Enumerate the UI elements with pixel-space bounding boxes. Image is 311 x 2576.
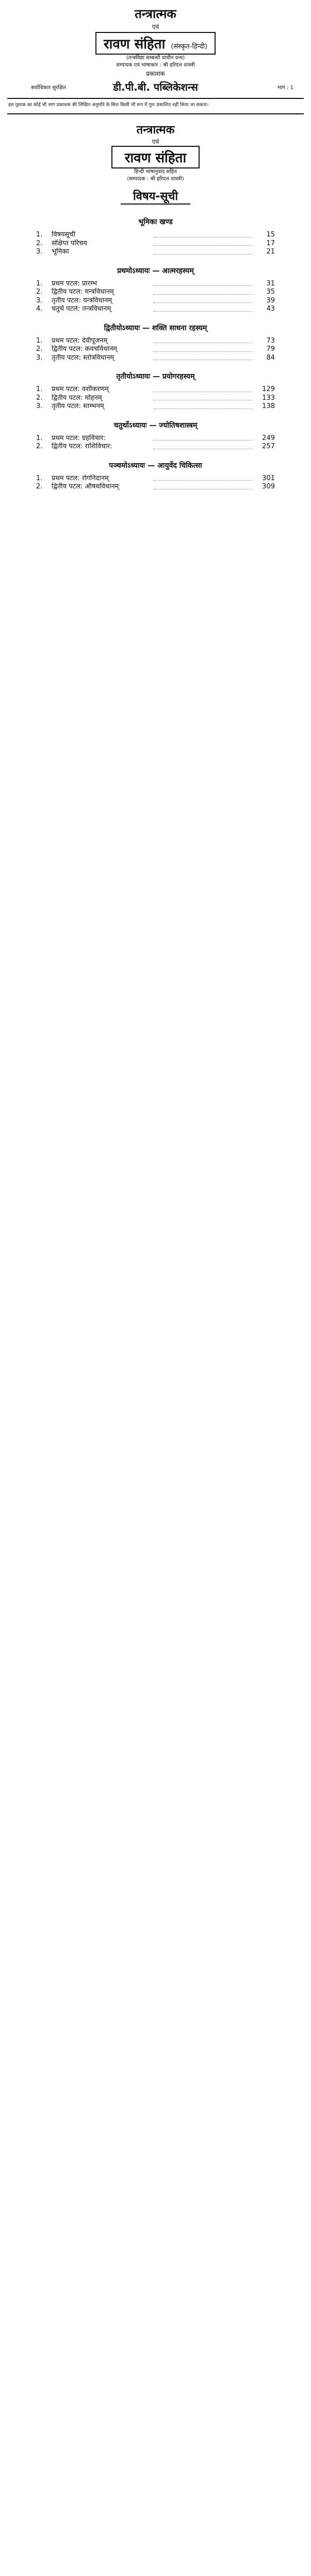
toc-number: 1. xyxy=(36,385,43,393)
toc-page: 73 xyxy=(266,336,275,345)
toc-page: 15 xyxy=(266,231,275,239)
subtitle-line2: सम्पादक एवं भाषाकार : श्री हरिदत्त शास्त्री xyxy=(116,62,195,68)
toc-page: 257 xyxy=(262,443,275,450)
leader-dots xyxy=(153,337,253,344)
toc-page: 79 xyxy=(266,345,275,353)
toc-number: 1. xyxy=(36,434,43,442)
toc-row xyxy=(36,443,275,451)
toc-label: संक्षिप्त परिचय xyxy=(52,239,87,247)
toc-label: विषयसूची xyxy=(52,231,76,239)
leader-dots xyxy=(153,231,253,238)
section-heading: भूमिका खण्ड xyxy=(138,218,173,226)
toc-label: भूमिका xyxy=(52,248,69,256)
inner-title-main: तन्त्रात्मक xyxy=(136,124,175,137)
section-heading: तृतीयोऽध्यायः — प्रयोगरहस्यम् xyxy=(116,372,195,381)
toc-page: 133 xyxy=(262,394,275,402)
leader-dots xyxy=(153,354,253,361)
top-title: तन्त्रात्मक xyxy=(135,7,176,21)
toc-page: 31 xyxy=(266,279,275,287)
toc-page: 309 xyxy=(262,483,275,490)
leader-dots xyxy=(153,240,253,246)
toc-row xyxy=(36,434,275,443)
title-header xyxy=(0,0,311,96)
toc-page: 249 xyxy=(262,434,275,442)
leader-dots xyxy=(153,288,253,295)
toc-row xyxy=(36,483,275,492)
banner-tag: (संस्कृत-हिन्दी) xyxy=(171,43,208,50)
inner-title xyxy=(0,116,311,183)
leader-dots xyxy=(153,280,253,286)
inner-title-sub: एवं xyxy=(152,138,159,145)
toc-label: द्वितीय पटल: कवचविधानम् xyxy=(52,345,117,353)
inner-line1: हिन्दी भाषानुवाद सहित xyxy=(134,169,177,175)
toc-page: 84 xyxy=(266,353,275,362)
divider xyxy=(7,98,304,99)
right-note: भाग : 1 xyxy=(277,84,293,91)
toc-number: 2. xyxy=(36,394,43,402)
toc-page: 138 xyxy=(262,402,275,410)
toc-row xyxy=(36,402,275,411)
toc-label: तृतीय पटल: यन्त्रविधानम् xyxy=(52,296,112,304)
toc-heading-text: विषय-सूची xyxy=(121,188,190,205)
toc-row xyxy=(36,240,275,248)
toc-page: 17 xyxy=(266,239,275,247)
leader-dots xyxy=(153,305,253,312)
toc-label: चतुर्थ पटल: तन्त्रविधानम् xyxy=(52,305,111,313)
toc-page: 21 xyxy=(266,248,275,256)
section-heading: प्रथमोऽध्यायः — आत्मरहस्यम् xyxy=(117,266,194,275)
toc-number: 2. xyxy=(36,483,43,490)
legal-text: इस पुस्तक का कोई भी भाग प्रकाशक की लिखित अनुमति के बिना किसी भी रूप में पुनः प्रकाशित नहीं किया जा सकता। xyxy=(8,103,209,108)
toc-label: द्वितीय पटल: औषधविधानम् xyxy=(52,483,119,490)
toc-row xyxy=(36,345,275,354)
toc-heading xyxy=(0,188,311,205)
toc-number: 3. xyxy=(36,296,43,304)
toc-label: प्रथम पटल: वशीकरणम् xyxy=(52,385,109,393)
toc-number: 2. xyxy=(36,239,43,247)
leader-dots xyxy=(153,297,253,303)
publisher-row xyxy=(0,78,311,96)
leader-dots xyxy=(153,345,253,352)
toc-number: 1. xyxy=(36,279,43,287)
publisher-name: डी.पी.बी. पब्लिकेशन्स xyxy=(113,81,198,93)
leader-dots xyxy=(153,434,253,441)
leader-dots xyxy=(153,394,253,401)
top-sub: एवं xyxy=(152,23,159,30)
toc-label: प्रथम पटल: प्रारम्भ xyxy=(52,279,97,287)
toc-row xyxy=(36,288,275,297)
toc-row xyxy=(36,305,275,314)
leader-dots xyxy=(153,385,253,392)
toc-page: 35 xyxy=(266,288,275,296)
toc-row xyxy=(36,280,275,289)
banner-title: रावण संहिता xyxy=(103,37,166,52)
toc-page: 129 xyxy=(262,385,275,393)
toc-number: 1. xyxy=(36,336,43,345)
toc-label: द्वितीय पटल: मोहनम् xyxy=(52,394,102,402)
leader-dots xyxy=(153,474,253,481)
toc-row xyxy=(36,337,275,346)
divider xyxy=(7,113,304,114)
toc-row xyxy=(36,297,275,306)
toc-label: प्रथम पटल: रोगनिदानम् xyxy=(52,474,109,482)
leader-dots xyxy=(153,248,253,255)
toc-row xyxy=(36,394,275,403)
toc-row xyxy=(36,231,275,240)
toc-row xyxy=(36,354,275,363)
banner xyxy=(95,32,216,55)
section-heading: चतुर्थोऽध्यायः — ज्योतिषशास्त्रम् xyxy=(113,421,198,430)
toc-row xyxy=(36,385,275,394)
leader-dots xyxy=(153,443,253,449)
toc-number: 2. xyxy=(36,288,43,296)
toc-label: प्रथम पटल: ग्रहविचार: xyxy=(52,434,106,442)
toc-number: 2. xyxy=(36,443,43,450)
toc-number: 4. xyxy=(36,305,43,313)
toc-page: 39 xyxy=(266,296,275,304)
toc-number: 3. xyxy=(36,248,43,256)
toc-label: तृतीय पटल: स्तोत्रविधानम् xyxy=(52,353,114,362)
toc-label: प्रथम पटल: देवीपूजनम् xyxy=(52,336,108,345)
toc-label: द्वितीय पटल: मन्त्रविधानम् xyxy=(52,288,114,296)
toc-page: 43 xyxy=(266,305,275,313)
leader-dots xyxy=(153,483,253,489)
subtitle-line1: (तन्त्रविद्या सम्बन्धी प्राचीन ग्रन्थ) xyxy=(126,55,185,61)
toc-number: 3. xyxy=(36,353,43,362)
left-note: सर्वाधिकार सुरक्षित xyxy=(31,84,66,91)
inner-line2: (सम्पादक : श्री हरिदत्त शास्त्री) xyxy=(127,176,184,182)
publisher-intro: प्रकाशक xyxy=(146,70,165,77)
toc-number: 1. xyxy=(36,474,43,482)
toc-number: 3. xyxy=(36,402,43,410)
inner-banner: रावण संहिता xyxy=(111,146,200,168)
section-heading: पञ्चमोऽध्यायः — आयुर्वेद चिकित्सा xyxy=(109,461,202,470)
toc-row xyxy=(36,474,275,483)
toc-number: 2. xyxy=(36,345,43,353)
toc-number: 1. xyxy=(36,231,43,239)
toc-label: द्वितीय पटल: राशिविचार: xyxy=(52,443,112,450)
leader-dots xyxy=(153,402,253,409)
toc-row xyxy=(36,248,275,257)
table-of-contents xyxy=(0,205,311,492)
toc-label: तृतीय पटल: स्तम्भनम् xyxy=(52,402,104,410)
section-heading: द्वितीयोऽध्यायः — शक्ति साधना रहस्यम् xyxy=(104,324,207,332)
toc-page: 301 xyxy=(262,474,275,482)
